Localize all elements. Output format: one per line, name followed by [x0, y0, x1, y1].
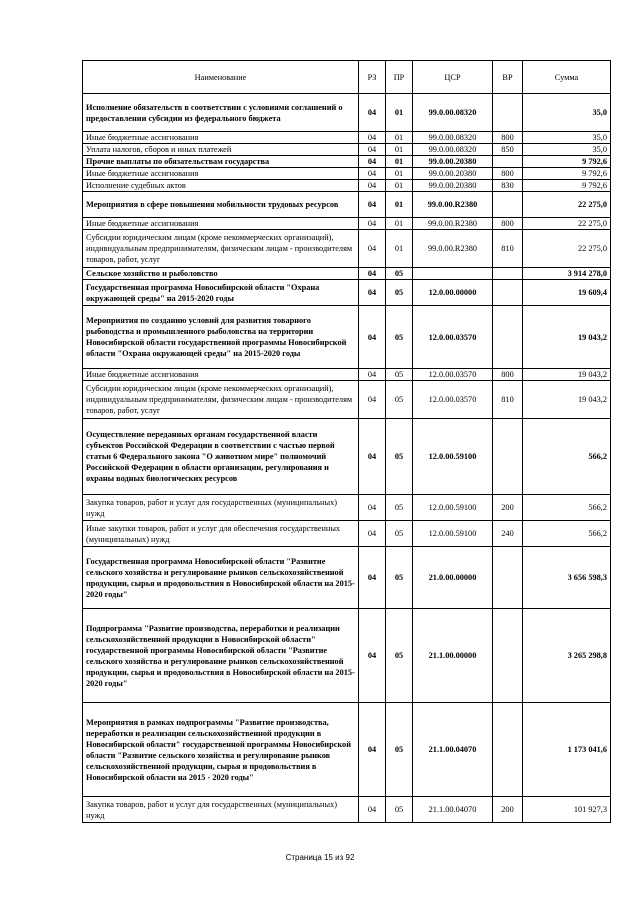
header-vr: ВР: [493, 61, 523, 94]
cell-pr: 05: [386, 306, 413, 369]
cell-vr: [493, 268, 523, 280]
cell-name: Исполнение обязательств в соответствии с условиями соглашений о предоставлении субсидии из федерального бюджета: [83, 94, 359, 132]
cell-vr: [493, 156, 523, 168]
cell-name: Мероприятия в сфере повышения мобильности трудовых ресурсов: [83, 192, 359, 218]
cell-name: Мероприятия по созданию условий для развития товарного рыбоводства и промышленного рыболовства на территории Новосибирской области государственной программы Новосибирской области "Охрана окружающей среды" на 2015-2020 годы: [83, 306, 359, 369]
cell-csr: 12.0.00.59100: [413, 419, 493, 495]
cell-sum: 22 275,0: [523, 192, 611, 218]
cell-vr: 240: [493, 521, 523, 547]
cell-rz: 04: [359, 192, 386, 218]
cell-name: Закупка товаров, работ и услуг для государственных (муниципальных) нужд: [83, 495, 359, 521]
cell-csr: 12.0.00.59100: [413, 521, 493, 547]
cell-csr: 21.1.00.04070: [413, 703, 493, 797]
cell-name: Государственная программа Новосибирской области "Развитие сельского хозяйства и регулирование рынков сельскохозяйственной продукции, сырья и продовольствия в Новосибирской области на 2015-2020 годы": [83, 547, 359, 609]
cell-pr: 05: [386, 547, 413, 609]
cell-rz: 04: [359, 381, 386, 419]
cell-name: Уплата налогов, сборов и иных платежей: [83, 144, 359, 156]
table-body: [83, 94, 611, 823]
cell-rz: 04: [359, 306, 386, 369]
cell-pr: 05: [386, 369, 413, 381]
table-row: [83, 180, 611, 192]
cell-pr: 01: [386, 156, 413, 168]
cell-csr: 99.0.00.R2380: [413, 218, 493, 230]
cell-csr: 99.0.00.08320: [413, 144, 493, 156]
table-row: [83, 369, 611, 381]
cell-sum: 35,0: [523, 144, 611, 156]
cell-pr: 05: [386, 609, 413, 703]
table-row: [83, 156, 611, 168]
table-row: [83, 306, 611, 369]
table-row: [83, 268, 611, 280]
cell-pr: 05: [386, 521, 413, 547]
cell-rz: 04: [359, 156, 386, 168]
cell-csr: 21.0.00.00000: [413, 547, 493, 609]
cell-sum: 101 927,3: [523, 797, 611, 823]
cell-name: Иные закупки товаров, работ и услуг для обеспечения государственных (муниципальных) нужд: [83, 521, 359, 547]
cell-csr: 21.1.00.00000: [413, 609, 493, 703]
table-row: [83, 94, 611, 132]
cell-rz: 04: [359, 132, 386, 144]
cell-vr: 830: [493, 180, 523, 192]
cell-pr: 05: [386, 419, 413, 495]
cell-csr: 99.0.00.20380: [413, 180, 493, 192]
header-pr: ПР: [386, 61, 413, 94]
cell-rz: 04: [359, 703, 386, 797]
cell-name: Прочие выплаты по обязательствам государства: [83, 156, 359, 168]
cell-name: Субсидии юридическим лицам (кроме некоммерческих организаций), индивидуальным предпринимателям, физическим лицам - производителям товаров, работ, услуг: [83, 230, 359, 268]
cell-vr: [493, 609, 523, 703]
table-row: [83, 230, 611, 268]
cell-name: Закупка товаров, работ и услуг для государственных (муниципальных) нужд: [83, 797, 359, 823]
cell-name: Исполнение судебных актов: [83, 180, 359, 192]
table-row: [83, 521, 611, 547]
cell-vr: 200: [493, 797, 523, 823]
table-row: [83, 703, 611, 797]
cell-name: Осуществление переданных органам государственной власти субъектов Российской Федерации в соответствии с частью первой статьи 6 Федерального закона "О животном мире" полномочий Российской Федерации в области организации, регулирования и охраны водных биологических ресурсов: [83, 419, 359, 495]
cell-rz: 04: [359, 144, 386, 156]
cell-name: Иные бюджетные ассигнования: [83, 168, 359, 180]
table-row: [83, 609, 611, 703]
header-name: Наименование: [83, 61, 359, 94]
table-row: [83, 797, 611, 823]
table-row: [83, 144, 611, 156]
cell-pr: 01: [386, 192, 413, 218]
cell-vr: [493, 306, 523, 369]
table-row: [83, 495, 611, 521]
header-csr: ЦСР: [413, 61, 493, 94]
cell-rz: 04: [359, 280, 386, 306]
cell-vr: 200: [493, 495, 523, 521]
cell-sum: 19 043,2: [523, 369, 611, 381]
cell-vr: [493, 419, 523, 495]
cell-rz: 04: [359, 94, 386, 132]
cell-rz: 04: [359, 268, 386, 280]
cell-sum: 566,2: [523, 521, 611, 547]
cell-csr: 99.0.00.20380: [413, 168, 493, 180]
cell-pr: 01: [386, 94, 413, 132]
cell-vr: [493, 280, 523, 306]
cell-vr: 850: [493, 144, 523, 156]
cell-csr: 12.0.00.59100: [413, 495, 493, 521]
cell-csr: 99.0.00.20380: [413, 156, 493, 168]
cell-pr: 05: [386, 797, 413, 823]
cell-rz: 04: [359, 495, 386, 521]
table-row: [83, 381, 611, 419]
cell-sum: 9 792,6: [523, 156, 611, 168]
cell-rz: 04: [359, 521, 386, 547]
cell-vr: [493, 703, 523, 797]
cell-name: Мероприятия в рамках подпрограммы "Развитие производства, переработки и реализации сельскохозяйственной продукции в Новосибирской области" государственной программы Новосибирской области "Развитие сельского хозяйства и регулирование рынков сельскохозяйственной продукции, сырья и продовольствия в Новосибирской области на 2015 - 2020 годы": [83, 703, 359, 797]
page-number: Страница 15 из 92: [285, 853, 355, 862]
cell-csr: 99.0.00.08320: [413, 132, 493, 144]
cell-pr: 01: [386, 218, 413, 230]
table-row: [83, 280, 611, 306]
cell-pr: 01: [386, 230, 413, 268]
cell-sum: 1 173 041,6: [523, 703, 611, 797]
cell-csr: 99.0.00.R2380: [413, 230, 493, 268]
cell-vr: 800: [493, 168, 523, 180]
cell-csr: 12.0.00.00000: [413, 280, 493, 306]
table-row: [83, 132, 611, 144]
cell-pr: 05: [386, 703, 413, 797]
cell-rz: 04: [359, 609, 386, 703]
cell-csr: 12.0.00.03570: [413, 306, 493, 369]
cell-name: Подпрограмма "Развитие производства, переработки и реализации сельскохозяйственной продукции в Новосибирской области" государственной программы Новосибирской области "Развитие сельского хозяйства и регулирование рынков сельскохозяйственной продукции, сырья и продовольствия в Новосибирской области на 2015-2020 годы": [83, 609, 359, 703]
cell-rz: 04: [359, 547, 386, 609]
cell-name: Иные бюджетные ассигнования: [83, 218, 359, 230]
cell-name: Иные бюджетные ассигнования: [83, 369, 359, 381]
cell-sum: 566,2: [523, 419, 611, 495]
table-row: [83, 419, 611, 495]
header-rz: РЗ: [359, 61, 386, 94]
cell-pr: 05: [386, 268, 413, 280]
cell-csr: 21.1.00.04070: [413, 797, 493, 823]
cell-sum: 3 914 278,0: [523, 268, 611, 280]
cell-sum: 19 043,2: [523, 381, 611, 419]
cell-pr: 05: [386, 280, 413, 306]
cell-vr: [493, 94, 523, 132]
cell-sum: 9 792,6: [523, 168, 611, 180]
cell-rz: 04: [359, 419, 386, 495]
cell-csr: 12.0.00.03570: [413, 381, 493, 419]
cell-sum: 9 792,6: [523, 180, 611, 192]
cell-sum: 35,0: [523, 132, 611, 144]
cell-csr: 12.0.00.03570: [413, 369, 493, 381]
cell-rz: 04: [359, 230, 386, 268]
cell-vr: 810: [493, 230, 523, 268]
cell-rz: 04: [359, 218, 386, 230]
cell-vr: 800: [493, 369, 523, 381]
table-row: [83, 192, 611, 218]
cell-rz: 04: [359, 369, 386, 381]
cell-name: Государственная программа Новосибирской области "Охрана окружающей среды" на 2015-2020 годы: [83, 280, 359, 306]
table-row: [83, 547, 611, 609]
cell-pr: 05: [386, 495, 413, 521]
cell-pr: 01: [386, 168, 413, 180]
table-row: [83, 218, 611, 230]
cell-name: Сельское хозяйство и рыболовство: [83, 268, 359, 280]
cell-sum: 19 609,4: [523, 280, 611, 306]
cell-sum: 22 275,0: [523, 218, 611, 230]
cell-rz: 04: [359, 180, 386, 192]
cell-pr: 05: [386, 381, 413, 419]
cell-vr: [493, 547, 523, 609]
cell-sum: 3 656 598,3: [523, 547, 611, 609]
cell-pr: 01: [386, 132, 413, 144]
cell-sum: 22 275,0: [523, 230, 611, 268]
cell-sum: 19 043,2: [523, 306, 611, 369]
cell-vr: [493, 192, 523, 218]
table-header-row: [83, 61, 611, 94]
cell-csr: [413, 268, 493, 280]
cell-pr: 01: [386, 144, 413, 156]
cell-sum: 3 265 298,8: [523, 609, 611, 703]
cell-csr: 99.0.00.08320: [413, 94, 493, 132]
cell-name: Субсидии юридическим лицам (кроме некоммерческих организаций), индивидуальным предпринимателям, физическим лицам - производителям товаров, работ, услуг: [83, 381, 359, 419]
cell-name: Иные бюджетные ассигнования: [83, 132, 359, 144]
cell-rz: 04: [359, 168, 386, 180]
cell-vr: 800: [493, 132, 523, 144]
table-row: [83, 168, 611, 180]
cell-sum: 566,2: [523, 495, 611, 521]
header-sum: Сумма: [523, 61, 611, 94]
cell-sum: 35,0: [523, 94, 611, 132]
cell-vr: 810: [493, 381, 523, 419]
cell-csr: 99.0.00.R2380: [413, 192, 493, 218]
cell-vr: 800: [493, 218, 523, 230]
cell-pr: 01: [386, 180, 413, 192]
cell-rz: 04: [359, 797, 386, 823]
budget-table: [82, 60, 611, 823]
